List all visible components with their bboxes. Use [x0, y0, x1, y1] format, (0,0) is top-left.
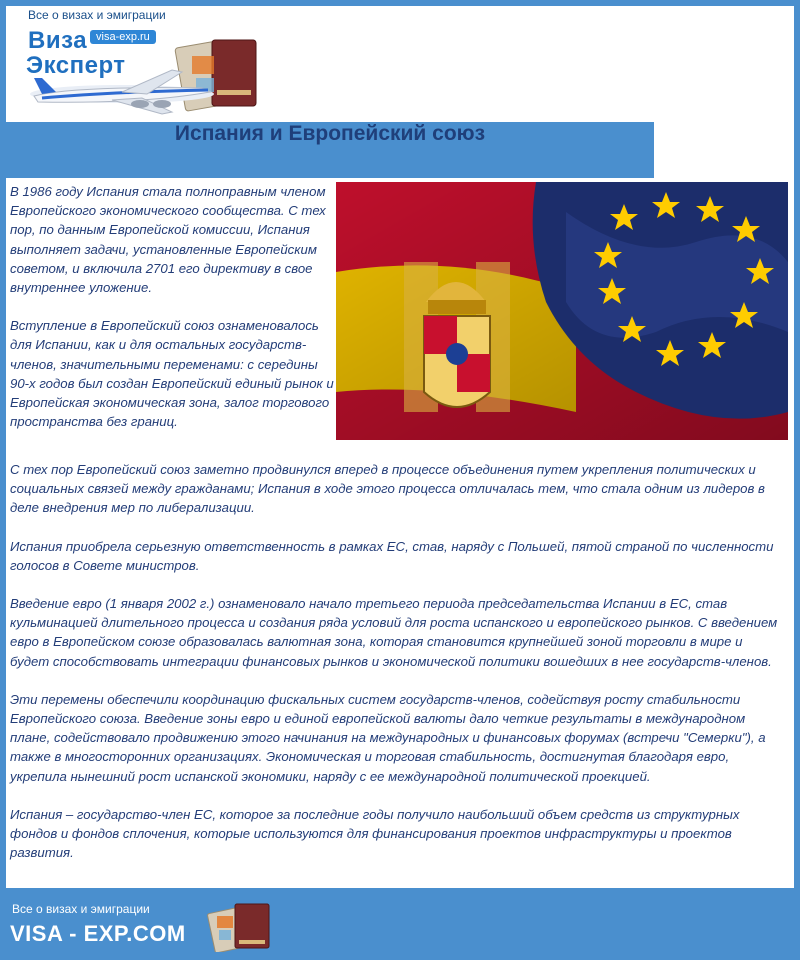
article-paragraph: Испания – государство-член ЕС, которое за последние годы получило наибольший объем средств из структурных фондов и фондов сплочения, которые используются для финансирования проектов инфраструктуры и проектов развития.: [10, 806, 740, 861]
article-paragraph: В 1986 году Испания стала полноправным членом Европейского экономического сообщества. С тех пор, по данным Европейской комиссии, Испания выполняет задачи, установленные Европейским советом, и включила 2701 его директиву в свое внутреннее уложение.: [10, 184, 326, 296]
page-title: Испания и Европейский союз: [174, 122, 486, 145]
logo-word-expert: Эксперт: [26, 52, 126, 79]
article-body: [10, 460, 782, 881]
article-paragraph: Испания приобрела серьезную ответственность в рамках ЕС, став, наряду с Польшей, пятой страной по численности голосов в Совете министров.: [10, 538, 774, 573]
header-tagline: Все о визах и эмиграции: [28, 8, 166, 22]
site-logo[interactable]: [12, 22, 272, 118]
article-paragraph: Введение евро (1 января 2002 г.) ознаменовало начало третьего периода председательства Испании в ЕС, став кульминацией длительного процесса и создания ряда условий для роста испанского и европейского рынков. С введением евро в Европейском союзе образовалась валютная зона, которая становится крупнейшей зоной торговли в мире и будет способствовать интеграции финансовых рынков и экономической политики вошедших в нее государств-членов.: [10, 596, 778, 669]
logo-word-visa: Виза: [28, 27, 88, 54]
footer-brand[interactable]: VISA - EXP.COM: [10, 921, 186, 946]
footer-tagline: Все о визах и эмиграции: [12, 902, 150, 916]
logo-domain-badge: visa-exp.ru: [90, 30, 156, 44]
passport-stack-icon: [205, 900, 285, 952]
article-paragraph: Вступление в Европейский союз ознаменовалось для Испании, как и для остальных государств-членов, значительными переменами: с середины 90-х годов был создан Европейский единый рынок и Европейская экономическая зона, залог торгового пространства без границ.: [10, 318, 334, 430]
title-band: [6, 122, 654, 178]
spain-eu-flags-image: [336, 182, 788, 440]
article-paragraph: С тех пор Европейский союз заметно продвинулся вперед в процессе объединения путем укрепления политических и социальных связей между гражданами; Испания в ходе этого процесса отличалась тем, что стала одним из лидеров в деле внедрения мер по либерализации.: [10, 462, 765, 516]
article-paragraph: Эти перемены обеспечили координацию фискальных систем государств-членов, содействуя росту стабильности Европейского союза. Введение зоны евро и единой европейской валюты дало четкие результаты в международном плане, содействовало продвижению этого начинания на международных и финансовых форумах (встречи "Семерки"), а также в многосторонних организациях. Экономическая и торговая стабильность, достигнутая благодаря евро, укрепила нынешний рост испанской экономики, наряду с ее международной политической проекцией.: [10, 691, 766, 784]
coat-of-arms-icon: [404, 262, 510, 412]
